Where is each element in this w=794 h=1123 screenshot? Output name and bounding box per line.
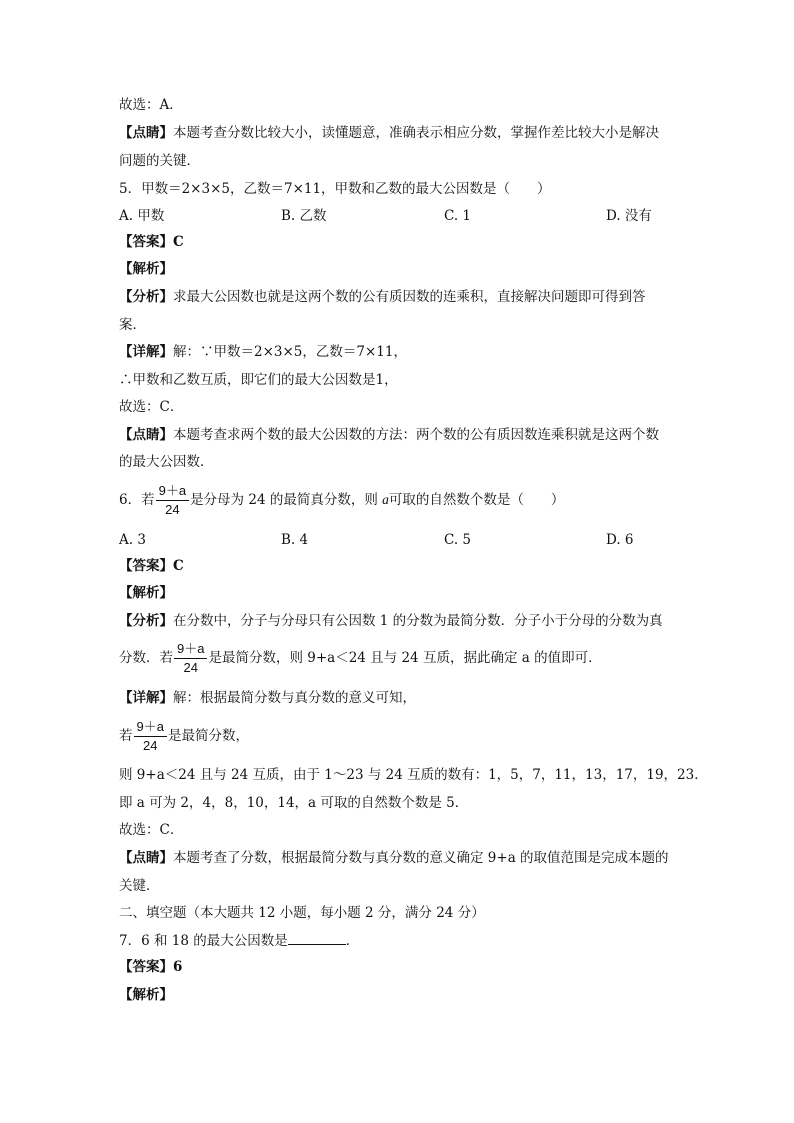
xiangjie-text: 解：∵甲数＝2×3×5，乙数＝7×11， xyxy=(173,344,407,360)
fraction-denominator: 24 xyxy=(143,738,158,753)
fenxi-text: 求最大公因数也就是这两个数的公有质因数的连乘积，直接解决问题即可得到答 xyxy=(173,289,646,305)
question-5: 5．甲数＝2×3×5，乙数＝7×11，甲数和乙数的最大公因数是（ ） xyxy=(119,181,551,197)
ruo-suffix: 是最简分数， xyxy=(167,728,249,744)
ruo-prefix: 若 xyxy=(119,728,133,744)
q7-jiexi: 【解析】 xyxy=(119,987,173,1003)
q5-answer: 【答案】C xyxy=(119,234,184,250)
question-7 xyxy=(119,930,359,951)
q5-dianjing-continuation: 的最大公因数． xyxy=(119,454,214,470)
fenxi-tag: 【分析】 xyxy=(119,289,173,305)
fenxi2-prefix: 分数．若 xyxy=(119,650,173,666)
fraction xyxy=(134,719,167,754)
question-6 xyxy=(119,482,564,518)
dianjing-text: 本题考查求两个数的最大公因数的方法：两个数的公有质因数连乘积就是这两个数 xyxy=(173,427,659,443)
dianjing-tag: 【点睛】 xyxy=(119,850,173,866)
q5-fenxi xyxy=(119,287,646,307)
dianjing-continuation: 问题的关键． xyxy=(119,153,200,169)
fenxi-text: 在分数中，分子与分母只有公因数 1 的分数为最简分数．分子小于分母的分数为真 xyxy=(173,613,663,629)
q6-answer: 【答案】C xyxy=(119,558,184,574)
dianjing-tag: 【点睛】 xyxy=(119,427,173,443)
dianjing-tag: 【点睛】 xyxy=(119,125,173,141)
q6-dianjing-continuation: 关键． xyxy=(119,878,160,894)
q6-dianjing xyxy=(119,848,669,868)
q6-choice: 故选：C． xyxy=(119,822,184,838)
q6-ji: 即 a 可为 2，4，8，10，14，a 可取的自然数个数是 5． xyxy=(119,795,469,811)
q6-xiangjie xyxy=(119,688,416,708)
q5-choice: 故选：C． xyxy=(119,399,184,415)
dianjing-text: 本题考查分数比较大小，读懂题意，准确表示相应分数，掌握作差比较大小是解决 xyxy=(173,125,659,141)
q5-jiexi: 【解析】 xyxy=(119,261,173,277)
fraction-numerator: 9＋a xyxy=(156,483,189,501)
q6-option-d: D. 6 xyxy=(606,532,634,548)
xiangjie-tag: 【详解】 xyxy=(119,344,173,360)
q5-therefore: ∴甲数和乙数互质，即它们的最大公因数是1， xyxy=(119,372,398,388)
q7-suffix: ． xyxy=(345,933,360,949)
var-a: a xyxy=(382,492,389,507)
fraction xyxy=(156,483,189,518)
q7-prefix: 7．6 和 18 的最大公因数是 xyxy=(119,933,288,949)
xiangjie-tag: 【详解】 xyxy=(119,690,173,706)
q5-option-b: B. 乙数 xyxy=(281,208,327,224)
section-heading: 二、填空题（本大题共 12 小题，每小题 2 分，满分 24 分） xyxy=(119,905,485,921)
q6-option-b: B. 4 xyxy=(281,532,309,548)
q6-jiexi: 【解析】 xyxy=(119,585,173,601)
xiangjie-text: 解：根据最简分数与真分数的意义可知， xyxy=(173,690,416,706)
fraction xyxy=(174,641,207,676)
q5-option-c: C. 1 xyxy=(444,208,472,224)
dianjing-text: 本题考查了分数，根据最简分数与真分数的意义确定 9+a 的取值范围是完成本题的 xyxy=(173,850,669,866)
answer-blank xyxy=(288,930,346,945)
q7-answer: 【答案】6 xyxy=(119,959,183,975)
q5-fenxi-continuation: 案． xyxy=(119,317,146,333)
fenxi2-suffix: 是最简分数，则 9+a＜24 且与 24 互质，据此确定 a 的值即可． xyxy=(208,650,602,666)
fraction-denominator: 24 xyxy=(165,502,180,517)
fraction-numerator: 9＋a xyxy=(134,719,167,737)
choice-text: 故选：A． xyxy=(119,97,183,113)
q6-option-a: A. 3 xyxy=(119,532,146,548)
q6-fenxi-line2 xyxy=(119,640,602,676)
q6-fenxi xyxy=(119,611,663,631)
q5-option-a: A. 甲数 xyxy=(119,208,165,224)
q6-ruo-line xyxy=(119,718,249,754)
q6-option-c: C. 5 xyxy=(444,532,472,548)
fraction-numerator: 9＋a xyxy=(174,641,207,659)
q6-prefix: 6．若 xyxy=(119,492,155,508)
q6-mid: 是分母为 24 的最简真分数，则 xyxy=(190,492,378,508)
q6-then: 则 9+a＜24 且与 24 互质，由于 1～23 与 24 互质的数有：1，5，7，11，13，17，19，23． xyxy=(119,767,708,783)
q6-tail: 可取的自然数个数是（ ） xyxy=(388,492,565,508)
q5-dianjing xyxy=(119,425,659,445)
q5-option-d: D. 没有 xyxy=(606,208,652,224)
fenxi-tag: 【分析】 xyxy=(119,613,173,629)
q5-xiangjie xyxy=(119,342,407,362)
dianjing-paragraph xyxy=(119,123,659,143)
fraction-denominator: 24 xyxy=(183,660,198,675)
